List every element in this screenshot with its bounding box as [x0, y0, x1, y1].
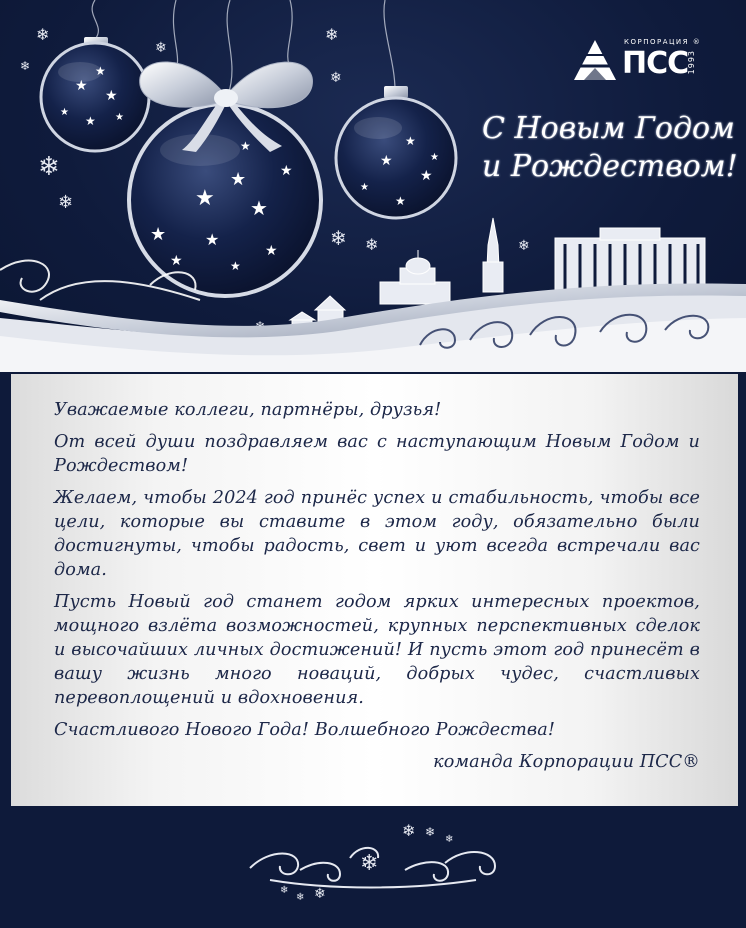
- svg-text:❄: ❄: [20, 59, 31, 73]
- svg-text:❄: ❄: [58, 192, 74, 213]
- letter-paragraph-1: От всей души поздравляем вас с наступающим Новым Годом и Рождеством!: [54, 432, 700, 476]
- svg-text:❄: ❄: [280, 885, 289, 896]
- letter-card: [11, 374, 738, 806]
- logo-corporation-label: КОРПОРАЦИЯ ®: [624, 38, 702, 46]
- letter-signature: команда Корпорации ПСС®: [433, 752, 700, 772]
- ornament-ball-small-left: [41, 37, 149, 151]
- svg-text:★: ★: [105, 88, 118, 104]
- svg-text:★: ★: [240, 139, 251, 153]
- letter-paragraph-2: Желаем, чтобы 2024 год принёс успех и стабильность, чтобы все цели, которые вы ставите в этом году, обязательно были достигнуты, чтобы радость, свет и уют всегда встречали вас дома.: [54, 488, 700, 580]
- svg-text:★: ★: [250, 196, 268, 220]
- footer-swirl-ornament: [240, 818, 506, 904]
- svg-text:❄: ❄: [518, 238, 530, 254]
- svg-text:★: ★: [195, 186, 215, 211]
- svg-text:❄: ❄: [402, 821, 416, 840]
- svg-text:❄: ❄: [38, 152, 60, 182]
- svg-text:★: ★: [405, 134, 416, 148]
- svg-text:❄: ❄: [425, 825, 436, 839]
- svg-text:★: ★: [230, 259, 241, 273]
- svg-text:❄: ❄: [296, 892, 305, 903]
- pyramid-logo-icon: [572, 38, 618, 84]
- svg-text:★: ★: [360, 182, 369, 193]
- svg-text:❄: ❄: [36, 25, 50, 44]
- svg-text:★: ★: [205, 230, 220, 249]
- greeting-line-1: С Новым Годом: [482, 111, 735, 146]
- svg-text:★: ★: [115, 112, 124, 123]
- svg-text:★: ★: [380, 153, 393, 169]
- svg-text:❄: ❄: [314, 886, 326, 902]
- svg-text:★: ★: [420, 168, 433, 184]
- svg-text:★: ★: [75, 78, 88, 94]
- svg-text:❄: ❄: [155, 40, 167, 56]
- svg-text:★: ★: [150, 224, 167, 245]
- svg-text:★: ★: [170, 253, 183, 269]
- greeting-line-2: и Рождеством!: [482, 149, 738, 184]
- greeting-title: [482, 110, 738, 186]
- svg-text:★: ★: [60, 107, 69, 118]
- svg-text:★: ★: [85, 114, 96, 128]
- svg-text:❄: ❄: [330, 226, 347, 250]
- logo-year: 1993: [687, 50, 696, 75]
- company-logo: [572, 36, 712, 88]
- header-banner: [0, 0, 746, 372]
- letter-paragraph-3: Пусть Новый год станет годом ярких интересных проектов, мощного взлёта возможностей, крупных перспективных сделок и высочайших личных достижений! И пусть этот год принесёт в вашу жизнь много новаций, добрых чудес, счастливых перевоплощений и вдохновения.: [54, 592, 700, 708]
- svg-text:★: ★: [265, 243, 278, 259]
- svg-text:★: ★: [430, 152, 439, 163]
- letter-closing: Счастливого Нового Года! Волшебного Рождества!: [54, 720, 555, 740]
- svg-text:❄: ❄: [325, 25, 339, 44]
- svg-text:★: ★: [395, 194, 406, 208]
- svg-text:❄: ❄: [445, 834, 454, 845]
- svg-text:★: ★: [95, 64, 106, 78]
- logo-brand: ПСС: [622, 46, 689, 81]
- svg-text:❄: ❄: [360, 851, 379, 876]
- svg-text:★: ★: [230, 169, 247, 190]
- svg-text:❄: ❄: [365, 235, 379, 254]
- svg-text:❄: ❄: [330, 70, 342, 86]
- letter-salutation: Уважаемые коллеги, партнёры, друзья!: [54, 400, 442, 420]
- svg-text:★: ★: [280, 163, 293, 179]
